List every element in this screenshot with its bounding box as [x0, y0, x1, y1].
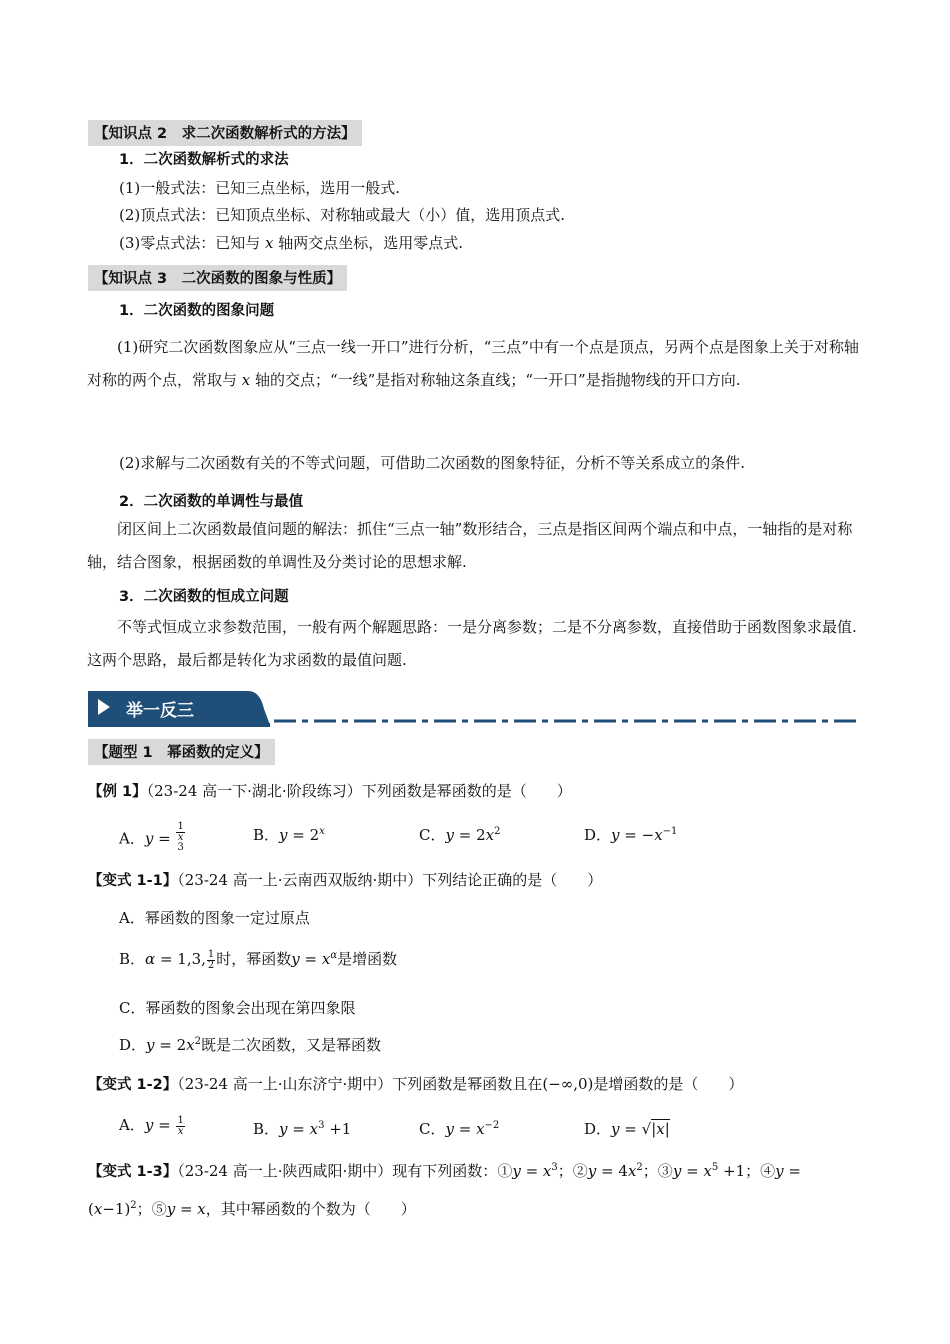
- var13-question-line1: 【变式 1-3】（23-24 高一上·陕西咸阳·期中）现有下列函数：①y = $x^3$；②y = $4x^2$；③y = $x^5 +1$；④y =: [88, 1162, 801, 1180]
- knowledge3-para4: 不等式恒成立求参数范围，一般有两个解题思路：一是分离参数；二是不分离参数，直接借助于函数图象求最值.这两个思路，最后都是转化为求函数的最值问题.: [87, 618, 857, 669]
- knowledge3-para2: (2)求解与二次函数有关的不等式问题，可借助二次函数的图象特征，分析不等关系成立的条件.: [119, 454, 746, 472]
- var13-question-line2: $(x-1)^2$；⑤y = x，其中幂函数的个数为（ ）: [88, 1200, 416, 1218]
- var11-question: 【变式 1-1】（23-24 高一上·云南西双版纳·期中）下列结论正确的是（ ）: [88, 871, 603, 889]
- knowledge3-para1: (1)研究二次函数图象应从“三点一线一开口”进行分析，“三点”中有一个点是顶点，另两个点是图象上关于对称轴对称的两个点，常取与 x 轴的交点；“一线”是指对称轴这条直线；“一开口”是指抛物线的开口方向.: [87, 338, 859, 389]
- example1-option-d: D．$y = -x^{-1}$: [584, 826, 678, 844]
- banner-label: 举一反三: [126, 701, 194, 721]
- example1-option-c: C．$y = 2x^2$: [419, 826, 501, 844]
- var11-option-a: A．幂函数的图象一定过原点: [119, 909, 310, 927]
- knowledge3-para3: 闭区间上二次函数最值问题的解法：抓住“三点一轴”数形结合，三点是指区间两个端点和中点，一轴指的是对称轴，结合图象，根据函数的单调性及分类讨论的思想求解.: [87, 520, 853, 571]
- type1-title: 【题型 1 幂函数的定义】: [88, 739, 275, 765]
- var12-question: 【变式 1-2】（23-24 高一上·山东济宁·期中）下列函数是幂函数且在(−∞,0)是增函数的是（ ）: [88, 1075, 744, 1093]
- knowledge3-title: 【知识点 3 二次函数的图象与性质】: [88, 265, 347, 291]
- var12-option-d: D．y = √|x|: [584, 1120, 670, 1138]
- knowledge2-heading: 1．二次函数解析式的求法: [119, 152, 289, 168]
- var12-option-b: B．$y = x^3 +1$: [253, 1120, 352, 1138]
- knowledge2-line1: (1)一般式法：已知三点坐标，选用一般式.: [119, 179, 401, 197]
- knowledge3-heading3: 3．二次函数的恒成立问题: [119, 589, 289, 605]
- example1-option-a: A．y = 1 x $^3$: [119, 821, 184, 853]
- example1-question: 【例 1】（23-24 高一下·湖北·阶段练习）下列函数是幂函数的是（ ）: [88, 782, 572, 800]
- knowledge2-line3: (3)零点式法：已知与 x 轴两交点坐标，选用零点式.: [119, 234, 464, 252]
- var11-option-c: C．幂函数的图象会出现在第四象限: [119, 999, 356, 1017]
- example1-option-b: B．$y = 2^x$: [253, 826, 325, 844]
- var12-option-c: C．$y = x^{-2}$: [419, 1120, 500, 1138]
- banner-dash-line: [274, 719, 860, 723]
- var11-option-b: B．α = 1,3, $\frac{1}{2}$ 时，幂函数$y = x^\alpha$是增函数: [119, 948, 398, 971]
- var11-option-d: D．$y = 2x^2$既是二次函数，又是幂函数: [119, 1036, 382, 1054]
- knowledge3-heading1: 1．二次函数的图象问题: [119, 303, 275, 319]
- knowledge2-line2: (2)顶点式法：已知顶点坐标、对称轴或最大（小）值，选用顶点式.: [119, 206, 566, 224]
- knowledge2-title: 【知识点 2 求二次函数解析式的方法】: [88, 120, 362, 146]
- knowledge3-heading2: 2．二次函数的单调性与最值: [119, 494, 304, 510]
- var12-option-a: A．y = $\frac{1}{x}$: [119, 1114, 184, 1137]
